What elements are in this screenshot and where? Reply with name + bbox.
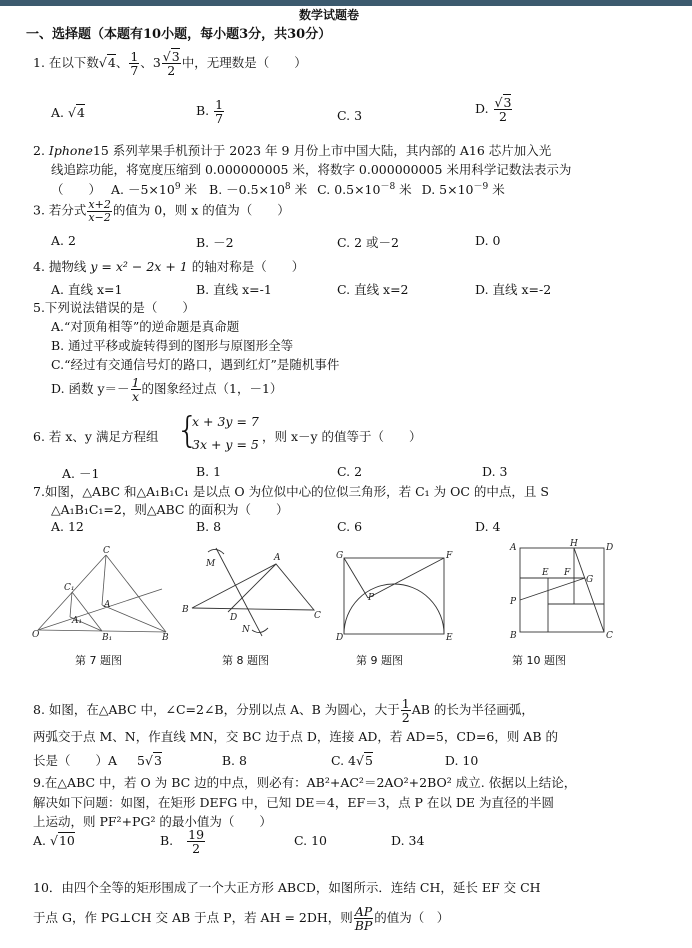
fig10-label-a: A xyxy=(510,543,517,553)
q6-eq2: 3x + y = 5 xyxy=(192,437,259,452)
q1-option-d: D. $\frac{√3}{2}$ xyxy=(475,95,512,125)
fig8-label-c: C xyxy=(314,611,321,621)
fig10-label-e: E xyxy=(542,568,549,578)
fig8-label-m: M xyxy=(206,559,216,569)
fig10-label-c: C xyxy=(606,631,613,641)
fig10-label-b: B xyxy=(510,631,517,641)
q8-option-b: B. 8 xyxy=(221,753,247,768)
question-6-stem-b: ，则 x－y 的值等于（ ） xyxy=(262,429,422,444)
q1-frac: $\frac{1}{7}$ xyxy=(130,49,139,79)
q6-eq1: x + 3y = 7 xyxy=(192,414,259,429)
q6-option-c: C. 2 xyxy=(337,464,363,479)
q4-option-b: B. 直线 x=-1 xyxy=(196,282,272,297)
q8-line2: 两弧交于点 M、N，作直线 MN，交 BC 边于点 D，连接 AD，若 AD=5，CD=6，则 AB 的 xyxy=(33,729,558,744)
fig7-label-a1: A₁ xyxy=(72,616,83,626)
q8-line3: 长是（ ）A 5√3 B. 8 C. 4√5 D. 10 xyxy=(33,753,479,768)
q5-option-d: D. 函数 y＝－ $\frac{1}{x}$ 的图象经过点（1，－1） xyxy=(51,375,283,405)
q7-option-b: B. 8 xyxy=(196,519,222,534)
q2-option-d: D. $5\times 10^{-9}$ 米 xyxy=(421,182,505,198)
q1-stem-b: 中，无理数是（ ） xyxy=(181,55,307,71)
fig7-caption: 第 7 题图 xyxy=(75,654,122,667)
q8-line1: 8. 如图，在△ABC 中，∠C=2∠B，分别以点 A、B 为圆心，大于 $\frac{1}{2}$ AB 的长为半径画弧， xyxy=(33,696,534,726)
q9-option-a: A. √10 xyxy=(33,833,75,848)
q7-line2: △A₁B₁C₁=2，则△ABC 的面积为（ ） xyxy=(51,502,289,517)
q5-option-a: A.“对顶角相等”的逆命题是真命题 xyxy=(51,319,240,334)
q1-option-a: A. √4 xyxy=(51,105,85,120)
fig7-label-c: C xyxy=(103,546,110,556)
q3-option-b: B. －2 xyxy=(196,235,234,250)
fig7-label-a: A xyxy=(104,600,111,610)
q6-option-d: D. 3 xyxy=(482,464,508,479)
fig8-label-b: B xyxy=(182,605,189,615)
q5-option-c: C.“经过有交通信号灯的路口，遇到红灯”是随机事件 xyxy=(51,357,340,372)
q9-line3: 上运动，则 PF²+PG² 的最小值为（ ） xyxy=(33,814,272,829)
q10-line1: 10．由四个全等的矩形围成了一个大正方形 ABCD，如图所示．连结 CH，延长 EF 交 CH xyxy=(33,880,541,895)
figure-7 xyxy=(30,545,180,645)
q9-line2: 解决如下问题：如图，在矩形 DEFG 中，已知 DE＝4，EF＝3，点 P 在以 DE 为直径的半圆 xyxy=(33,795,555,810)
question-6-stem-a: 6. 若 x、y 满足方程组 xyxy=(33,429,159,444)
figure-10 xyxy=(508,538,618,644)
fig7-label-b1: B₁ xyxy=(102,633,113,643)
q7-option-c: C. 6 xyxy=(337,519,363,534)
q3-option-a: A. 2 xyxy=(51,233,76,248)
q8-option-d: D. 10 xyxy=(444,753,479,768)
q9-option-c: C. 10 xyxy=(294,833,327,848)
q9-option-b: B. $\frac{19}{2}$ xyxy=(160,827,205,857)
fig8-label-a: A xyxy=(274,553,281,563)
q3-option-d: D. 0 xyxy=(475,233,501,248)
fig8-label-n: N xyxy=(242,625,250,635)
fig10-label-f: F xyxy=(564,568,571,578)
q1-frac-sqrt3: $\frac{√3}{2}$ xyxy=(162,49,180,79)
figure-8 xyxy=(180,540,330,640)
q1-sqrt4: 4 xyxy=(107,55,116,71)
fig8-label-d: D xyxy=(230,613,238,623)
question-4: 4. 抛物线 y = x² − 2x + 1 的轴对称是（ ） xyxy=(33,259,305,274)
fig9-label-f: F xyxy=(446,551,453,561)
fig10-label-d: D xyxy=(606,543,614,553)
q7-option-d: D. 4 xyxy=(475,519,501,534)
q7-line1: 7.如图，△ABC 和△A₁B₁C₁ 是以点 O 为位似中心的位似三角形，若 C₁ 为 OC 的中点，且 S xyxy=(33,484,549,499)
q2-line3: （ ） A. $-5\times 10^9$ 米 B. $-0.5\times 10^8$ 米 C. $0.5\times 10^{-8}$ 米 D. $5\times 10^{-9}$ 米 xyxy=(51,182,505,198)
q2-line2: 线追踪功能，将宽度压缩到 0.000000005 米，将数字 0.000000005 米用科学记数法表示为 xyxy=(51,162,572,177)
fig10-caption: 第 10 题图 xyxy=(512,654,566,667)
q6-option-b: B. 1 xyxy=(196,464,222,479)
q2-line1: 2. Iphone15 系列苹果手机预计于 2023 年 9 月份上市中国大陆，其内部的 A16 芯片加入光 xyxy=(33,143,552,158)
fig9-label-e: E xyxy=(446,633,453,643)
question-1: 1. 在以下数√4、 $\frac{1}{7}$ 、3 $\frac{√3}{2}$ 中，无理数是（ ） xyxy=(33,49,307,79)
q6-option-a: A. －1 xyxy=(62,466,100,481)
q8-option-c: C. 4√5 xyxy=(330,753,373,768)
fig9-label-g: G xyxy=(336,551,344,561)
q4-option-c: C. 直线 x=2 xyxy=(337,282,409,297)
fig7-label-b: B xyxy=(162,633,169,643)
q9-option-d: D. 34 xyxy=(391,833,425,848)
q7-option-a: A. 12 xyxy=(51,519,84,534)
q1-option-c: C. 3 xyxy=(337,108,363,123)
q2-option-a: A. $-5\times 10^9$ 米 xyxy=(111,182,198,198)
q3-option-c: C. 2 或－2 xyxy=(337,235,399,250)
fig8-caption: 第 8 题图 xyxy=(222,654,269,667)
section-heading: 一、选择题（本题有10小题，每小题3分，共30分） xyxy=(26,27,332,42)
q10-line2: 于点 G，作 PG⊥CH 交 AB 于点 P，若 AH = 2DH，则 $\frac{AP}{BP}$ 的值为（ ） xyxy=(33,904,450,934)
q4-option-d: D. 直线 x=-2 xyxy=(475,282,552,297)
q6-brace: { xyxy=(176,410,199,451)
q8-option-a-value: 5√3 xyxy=(137,753,162,768)
q1-option-b: B. $\frac{1}{7}$ xyxy=(196,97,224,127)
fig7-label-c1: C₁ xyxy=(64,583,75,593)
fig9-label-d: D xyxy=(336,633,344,643)
q2-option-c: C. $0.5\times 10^{-8}$ 米 xyxy=(317,182,412,198)
q1-stem-a: 1. 在以下数 xyxy=(33,55,99,71)
fig9-caption: 第 9 题图 xyxy=(356,654,403,667)
fig9-label-p: P xyxy=(368,593,375,603)
fig10-label-g: G xyxy=(586,575,594,585)
question-3: 3. 若分式 $\frac{x+2}{x-2}$ 的值为 0，则 x 的值为（ ） xyxy=(33,198,290,224)
figure-9 xyxy=(332,548,460,643)
doc-title: 数学试题卷 xyxy=(299,8,360,22)
question-5: 5.下列说法错误的是（ ） xyxy=(33,300,195,315)
fig7-label-o: O xyxy=(32,630,40,640)
q5-option-b: B. 通过平移或旋转得到的图形与原图形全等 xyxy=(51,338,294,353)
fig10-label-h: H xyxy=(570,539,578,549)
q2-option-b: B. $-0.5\times 10^8$ 米 xyxy=(209,182,308,198)
fig10-label-p: P xyxy=(510,597,517,607)
q4-option-a: A. 直线 x=1 xyxy=(51,282,123,297)
q9-line1: 9.在△ABC 中，若 O 为 BC 边的中点，则必有：AB²+AC²＝2AO²+2BO² 成立. 依据以上结论， xyxy=(33,775,577,790)
